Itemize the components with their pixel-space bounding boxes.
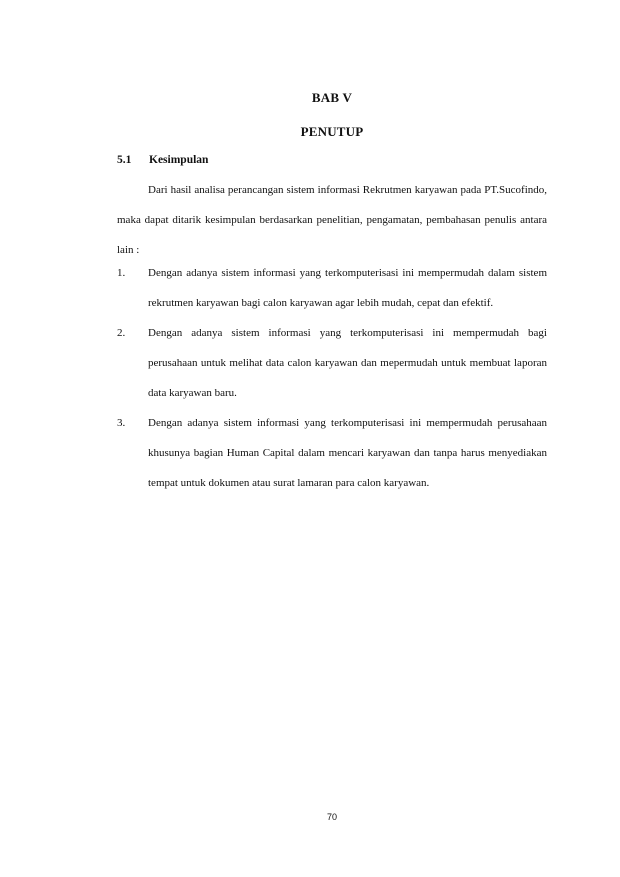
list-item-number: 1. [117, 267, 126, 279]
list-item-number: 2. [117, 327, 126, 339]
list-item [117, 318, 547, 408]
section-heading [117, 154, 208, 166]
list-item-text: Dengan adanya sistem informasi yang terkomputerisasi ini mempermudah dalam sistem rekrutmen karyawan bagi calon karyawan agar lebih mudah, cepat dan efektif. [148, 267, 547, 309]
intro-paragraph: Dari hasil analisa perancangan sistem informasi Rekrutmen karyawan pada PT.Sucofindo, maka dapat ditarik kesimpulan berdasarkan penelitian, pengamatan, pembahasan penulis antara lain : [117, 184, 547, 256]
list-item-text: Dengan adanya sistem informasi yang terkomputerisasi ini mempermudah perusahaan khusunya bagian Human Capital dalam mencari karyawan dan tanpa harus menyediakan tempat untuk dokumen atau surat lamaran para calon karyawan. [148, 417, 547, 489]
list-item [117, 258, 547, 318]
list-item-number: 3. [117, 417, 126, 429]
conclusion-list [117, 258, 547, 498]
list-item-text: Dengan adanya sistem informasi yang terkomputerisasi ini mempermudah bagi perusahaan untuk melihat data calon karyawan dan mepermudah untuk membuat laporan data karyawan baru. [148, 327, 547, 399]
list-item [117, 408, 547, 498]
section-title: Kesimpulan [149, 154, 209, 166]
chapter-title: PENUTUP [300, 124, 364, 139]
section-number: 5.1 [117, 154, 132, 166]
chapter-label: BAB V [311, 90, 353, 105]
page-number: 70 [326, 812, 337, 822]
